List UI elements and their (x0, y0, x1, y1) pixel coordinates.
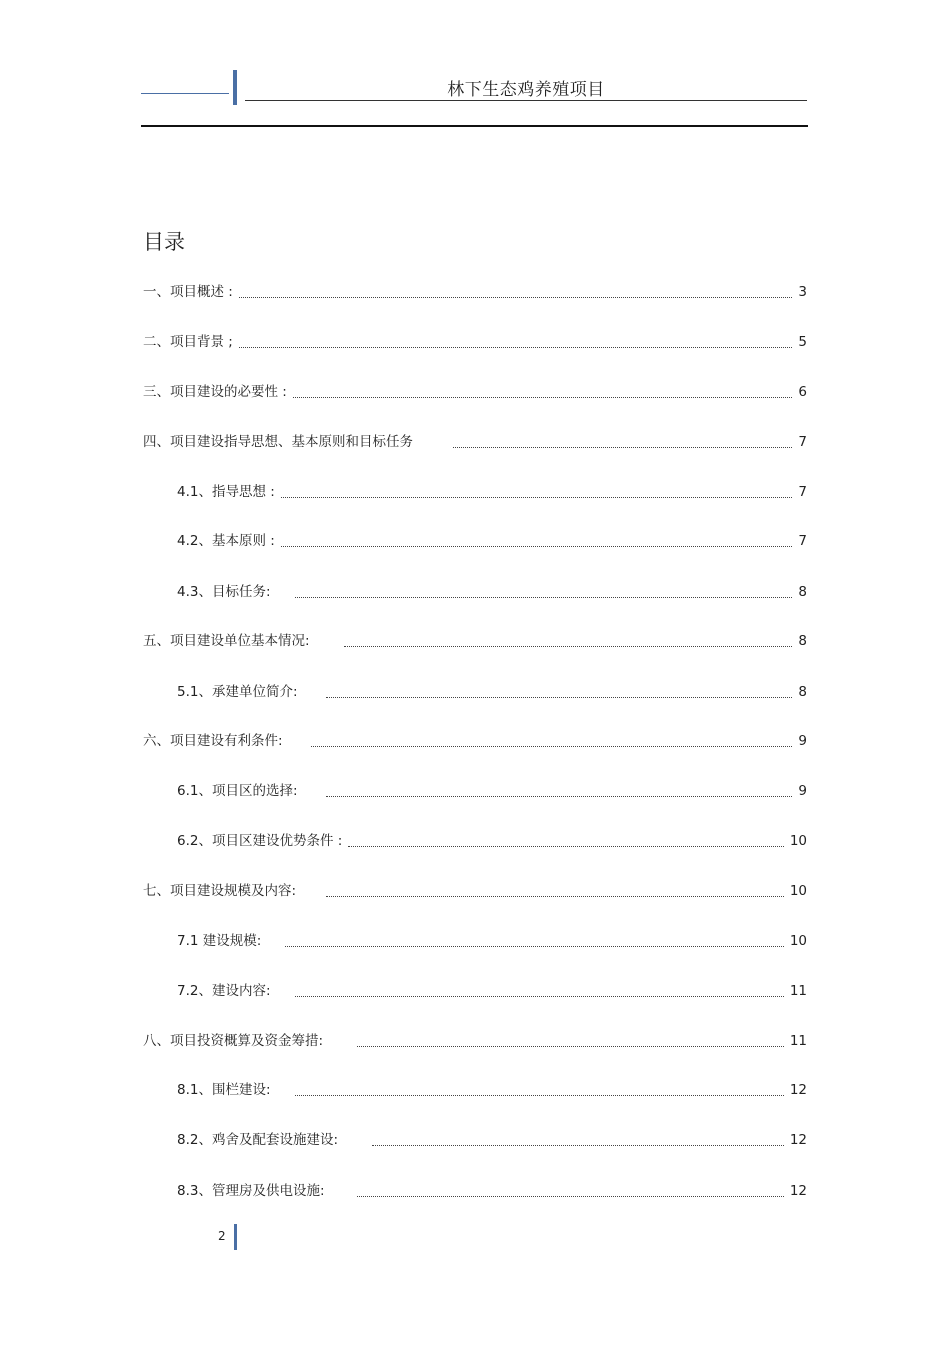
toc-entry-label: 8.2、鸡舍及配套设施建设: (177, 1132, 339, 1148)
toc-entry[interactable] (177, 979, 807, 1001)
toc-dot-leader (348, 846, 784, 847)
toc-entry-label: 6.1、项目区的选择: (177, 783, 298, 799)
toc-entry[interactable] (143, 430, 807, 452)
toc-entry-label: 7.1 建设规模: (177, 933, 262, 949)
toc-entry[interactable] (177, 680, 807, 702)
toc-entry-label: 4.2、基本原则 : (177, 533, 275, 549)
toc-entry-page: 12 (789, 1132, 807, 1148)
footer-accent-bar (234, 1224, 237, 1250)
toc-entry-label: 六、项目建设有利条件: (143, 733, 283, 749)
toc-entry[interactable] (177, 580, 807, 602)
toc-heading: 目录 (143, 230, 185, 254)
toc-entry-page: 7 (798, 533, 807, 549)
toc-entry-page: 8 (798, 584, 807, 600)
toc-entry-label: 4.1、指导思想 : (177, 484, 275, 500)
toc-entry-page: 10 (789, 883, 807, 899)
toc-entry-page: 11 (789, 1033, 807, 1049)
toc-entry-label: 一、项目概述 : (143, 284, 233, 300)
toc-dot-leader (372, 1145, 784, 1146)
toc-entry[interactable] (143, 280, 807, 302)
toc-entry-label: 8.1、围栏建设: (177, 1082, 271, 1098)
toc-entry[interactable] (177, 480, 807, 502)
toc-entry[interactable] (177, 529, 807, 551)
toc-dot-leader (311, 746, 793, 747)
toc-entry-page: 12 (789, 1082, 807, 1098)
toc-entry-label: 4.3、目标任务: (177, 584, 271, 600)
toc-dot-leader (295, 996, 784, 997)
toc-dot-leader (239, 347, 793, 348)
toc-entry-page: 10 (789, 933, 807, 949)
toc-dot-leader (357, 1046, 784, 1047)
toc-entry[interactable] (143, 879, 807, 901)
toc-entry[interactable] (143, 729, 807, 751)
toc-entry[interactable] (177, 779, 807, 801)
toc-entry[interactable] (177, 929, 807, 951)
toc-entry-label: 八、项目投资概算及资金筹措: (143, 1033, 324, 1049)
toc-dot-leader (326, 697, 793, 698)
toc-entry-page: 5 (798, 334, 807, 350)
toc-entry-page: 3 (798, 284, 807, 300)
toc-entry[interactable] (143, 629, 807, 651)
toc-entry-label: 五、项目建设单位基本情况: (143, 633, 310, 649)
toc-entry-page: 12 (789, 1183, 807, 1199)
toc-entry-label: 二、项目背景 ; (143, 334, 233, 350)
toc-entry[interactable] (177, 1078, 807, 1100)
toc-entry-page: 9 (798, 733, 807, 749)
toc-entry-page: 8 (798, 684, 807, 700)
toc-entry-page: 10 (789, 833, 807, 849)
toc-entry-label: 5.1、承建单位简介: (177, 684, 298, 700)
toc-entry-page: 6 (798, 384, 807, 400)
toc-entry[interactable] (177, 829, 807, 851)
toc-entry[interactable] (143, 380, 807, 402)
toc-entry[interactable] (143, 1029, 807, 1051)
toc-dot-leader (239, 297, 793, 298)
toc-dot-leader (285, 946, 784, 947)
page-number: 2 (218, 1229, 226, 1243)
toc-dot-leader (295, 597, 793, 598)
toc-entry-page: 9 (798, 783, 807, 799)
toc-entry-page: 8 (798, 633, 807, 649)
toc-dot-leader (357, 1196, 784, 1197)
header-left-rule (141, 93, 229, 94)
toc-dot-leader (326, 796, 793, 797)
toc-entry-page: 11 (789, 983, 807, 999)
toc-dot-leader (453, 447, 792, 448)
toc-entry[interactable] (143, 330, 807, 352)
toc-dot-leader (281, 497, 793, 498)
toc-entry-page: 7 (798, 484, 807, 500)
toc-entry-label: 8.3、管理房及供电设施: (177, 1183, 325, 1199)
header-accent-bar (233, 70, 237, 105)
toc-entry-label: 6.2、项目区建设优势条件 : (177, 833, 343, 849)
document-title: 林下生态鸡养殖项目 (447, 80, 605, 100)
toc-dot-leader (326, 896, 784, 897)
toc-entry-label: 七、项目建设规模及内容: (143, 883, 297, 899)
header-title-rule (245, 100, 807, 101)
toc-dot-leader (293, 397, 793, 398)
toc-entry-label: 7.2、建设内容: (177, 983, 271, 999)
toc-entry[interactable] (177, 1128, 807, 1150)
toc-entry-label: 三、项目建设的必要性 : (143, 384, 287, 400)
toc-dot-leader (344, 646, 793, 647)
toc-entry[interactable] (177, 1179, 807, 1201)
toc-entry-label: 四、项目建设指导思想、基本原则和目标任务 (143, 434, 413, 450)
toc-dot-leader (295, 1095, 784, 1096)
header-bottom-rule (141, 125, 808, 127)
toc-dot-leader (281, 546, 793, 547)
toc-entry-page: 7 (798, 434, 807, 450)
